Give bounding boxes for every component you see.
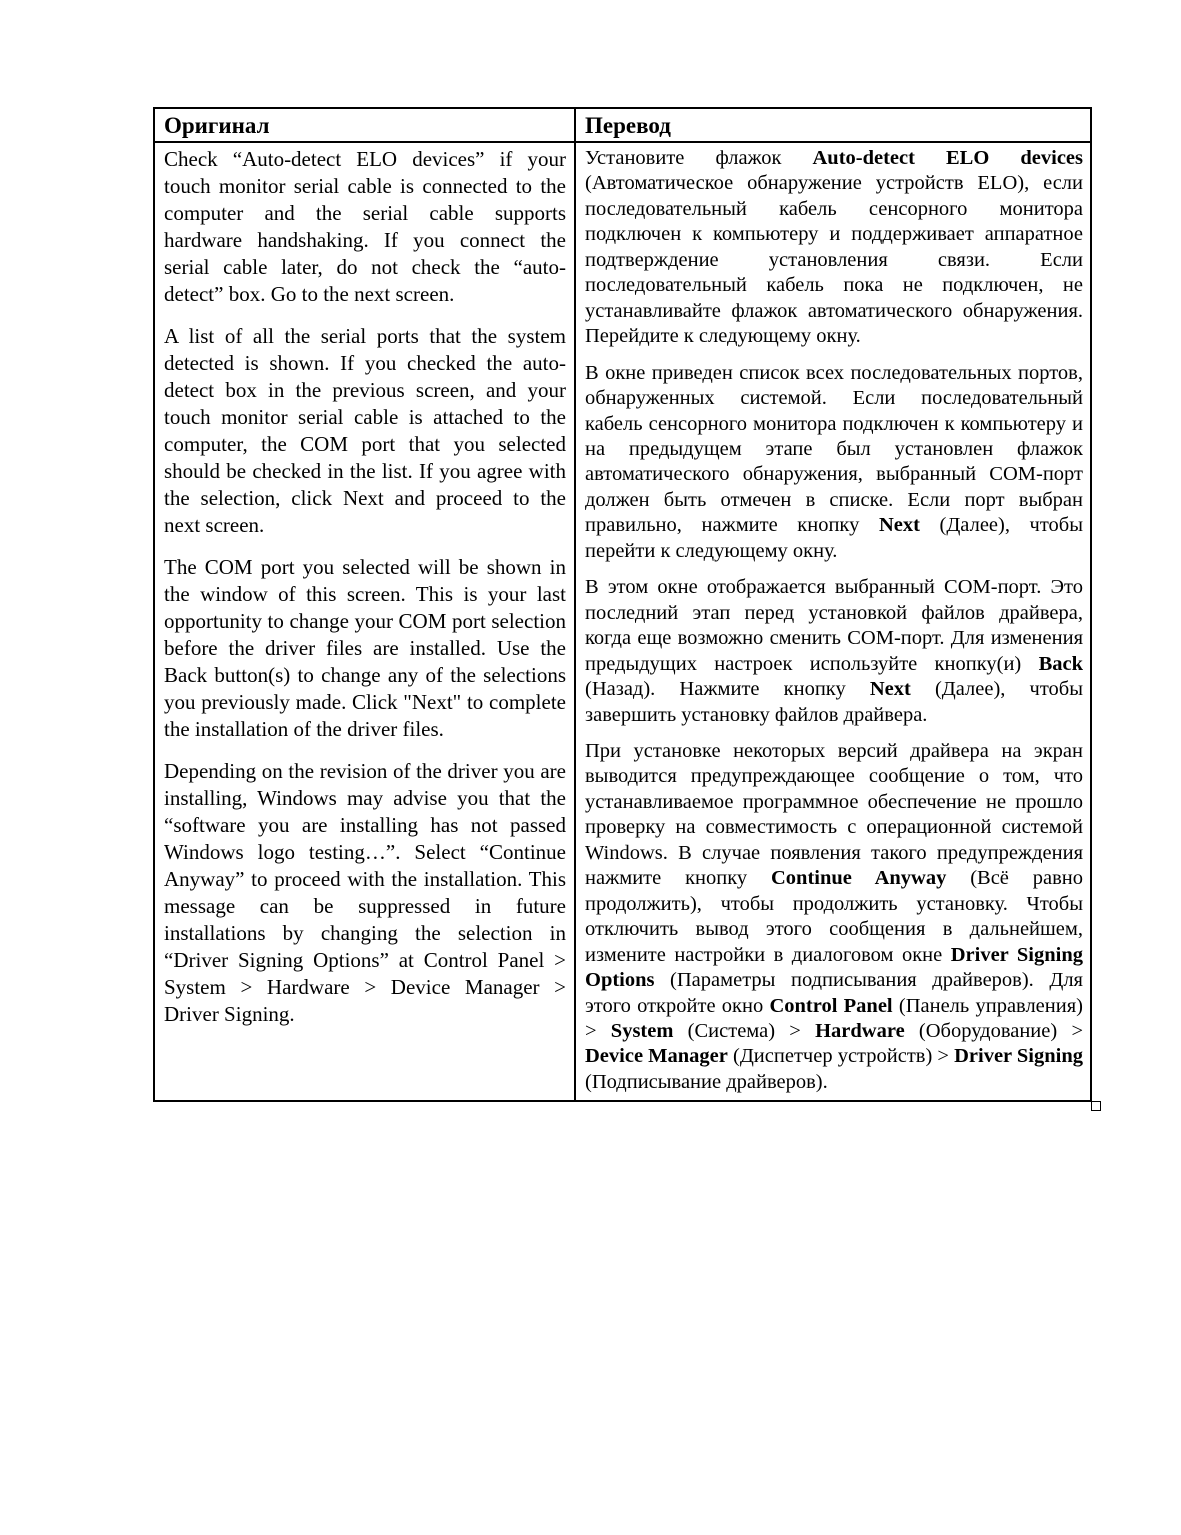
header-translation: Перевод bbox=[585, 113, 671, 138]
original-paragraph-1: Check “Auto-detect ELO devices” if your touch monitor serial cable is connected to the computer and the serial cable supports hardware handshaking. If you connect the serial cable later, do not check the “auto-detect” box. Go to the next screen. bbox=[164, 147, 566, 306]
original-paragraph-3: The COM port you selected will be shown in the window of this screen. This is your last opportunity to change your COM port selection before the driver files are installed. Use the Back button(s) to change any of the selections you previously made. Click "Next" to complete the installation of the driver files. bbox=[164, 555, 566, 741]
translation-table bbox=[153, 107, 1092, 1102]
translation-paragraph-2: В окне приведен список всех последовательных портов, обнаруженных системой. Если последовательный кабель сенсорного монитора подключен к компьютеру и на предыдущем этапе был установлен флажок автоматического обнаружения, выбранный COM-порт должен быть отмечен в списке. Если порт выбран правильно, нажмите кнопку Next (Далее), чтобы перейти к следующему окну. bbox=[585, 361, 1083, 562]
header-original: Оригинал bbox=[155, 109, 576, 141]
original-paragraph-2: A list of all the serial ports that the system detected is shown. If you checked the auto-detect box in the previous screen, and your touch monitor serial cable is attached to the computer, the COM port that you selected should be checked in the list. If you agree with the selection, click Next and proceed to the next screen. bbox=[164, 324, 566, 537]
cell-original bbox=[155, 143, 576, 1100]
translation-paragraph-1: Установите флажок Auto-detect ELO devices (Автоматическое обнаружение устройств ELO), если последовательный кабель сенсорного монитора подключен к компьютеру и поддерживает аппаратное подтверждение установления связи. Если последовательный кабель пока не подключен, не устанавливайте флажок автоматического обнаружения. Перейдите к следующему окну. bbox=[585, 147, 1083, 348]
table-body-row bbox=[155, 143, 1090, 1100]
cell-translation bbox=[576, 143, 1090, 1100]
table-header-row bbox=[155, 109, 1090, 143]
translation-paragraph-4: При установке некоторых версий драйвера на экран выводится предупреждающее сообщение о том, что устанавливаемое программное обеспечение не прошло проверку на совместимость с операционной системой Windows. В случае появления такого предупреждения нажмите кнопку Continue Anyway (Всё равно продолжить), чтобы продолжить установку. Чтобы отключить вывод этого сообщения в дальнейшем, измените настройки в диалоговом окне Driver Signing Options (Параметры подписывания драйверов). Для этого откройте окно Control Panel (Панель управления) > System (Система) > Hardware (Оборудование) > Device Manager (Диспетчер устройств) > Driver Signing (Подписывание драйверов). bbox=[585, 739, 1084, 1093]
table-end-anchor-icon bbox=[1091, 1101, 1101, 1111]
translation-paragraph-3: В этом окне отображается выбранный COM-порт. Это последний этап перед установкой файлов драйвера, когда еще возможно сменить COM-порт. Для изменения предыдущих настроек используйте кнопку(и) Back (Назад). Нажмите кнопку Next (Далее), чтобы завершить установку файлов драйвера. bbox=[585, 576, 1084, 726]
original-paragraph-4: Depending on the revision of the driver you are installing, Windows may advise you that the “software you are installing has not passed Windows logo testing…”. Select “Continue Anyway” to proceed with the installation. This message can be suppressed in future installations by changing the selection in “Driver Signing Options” at Control Panel > System > Hardware > Device Manager > Driver Signing. bbox=[164, 759, 566, 1026]
